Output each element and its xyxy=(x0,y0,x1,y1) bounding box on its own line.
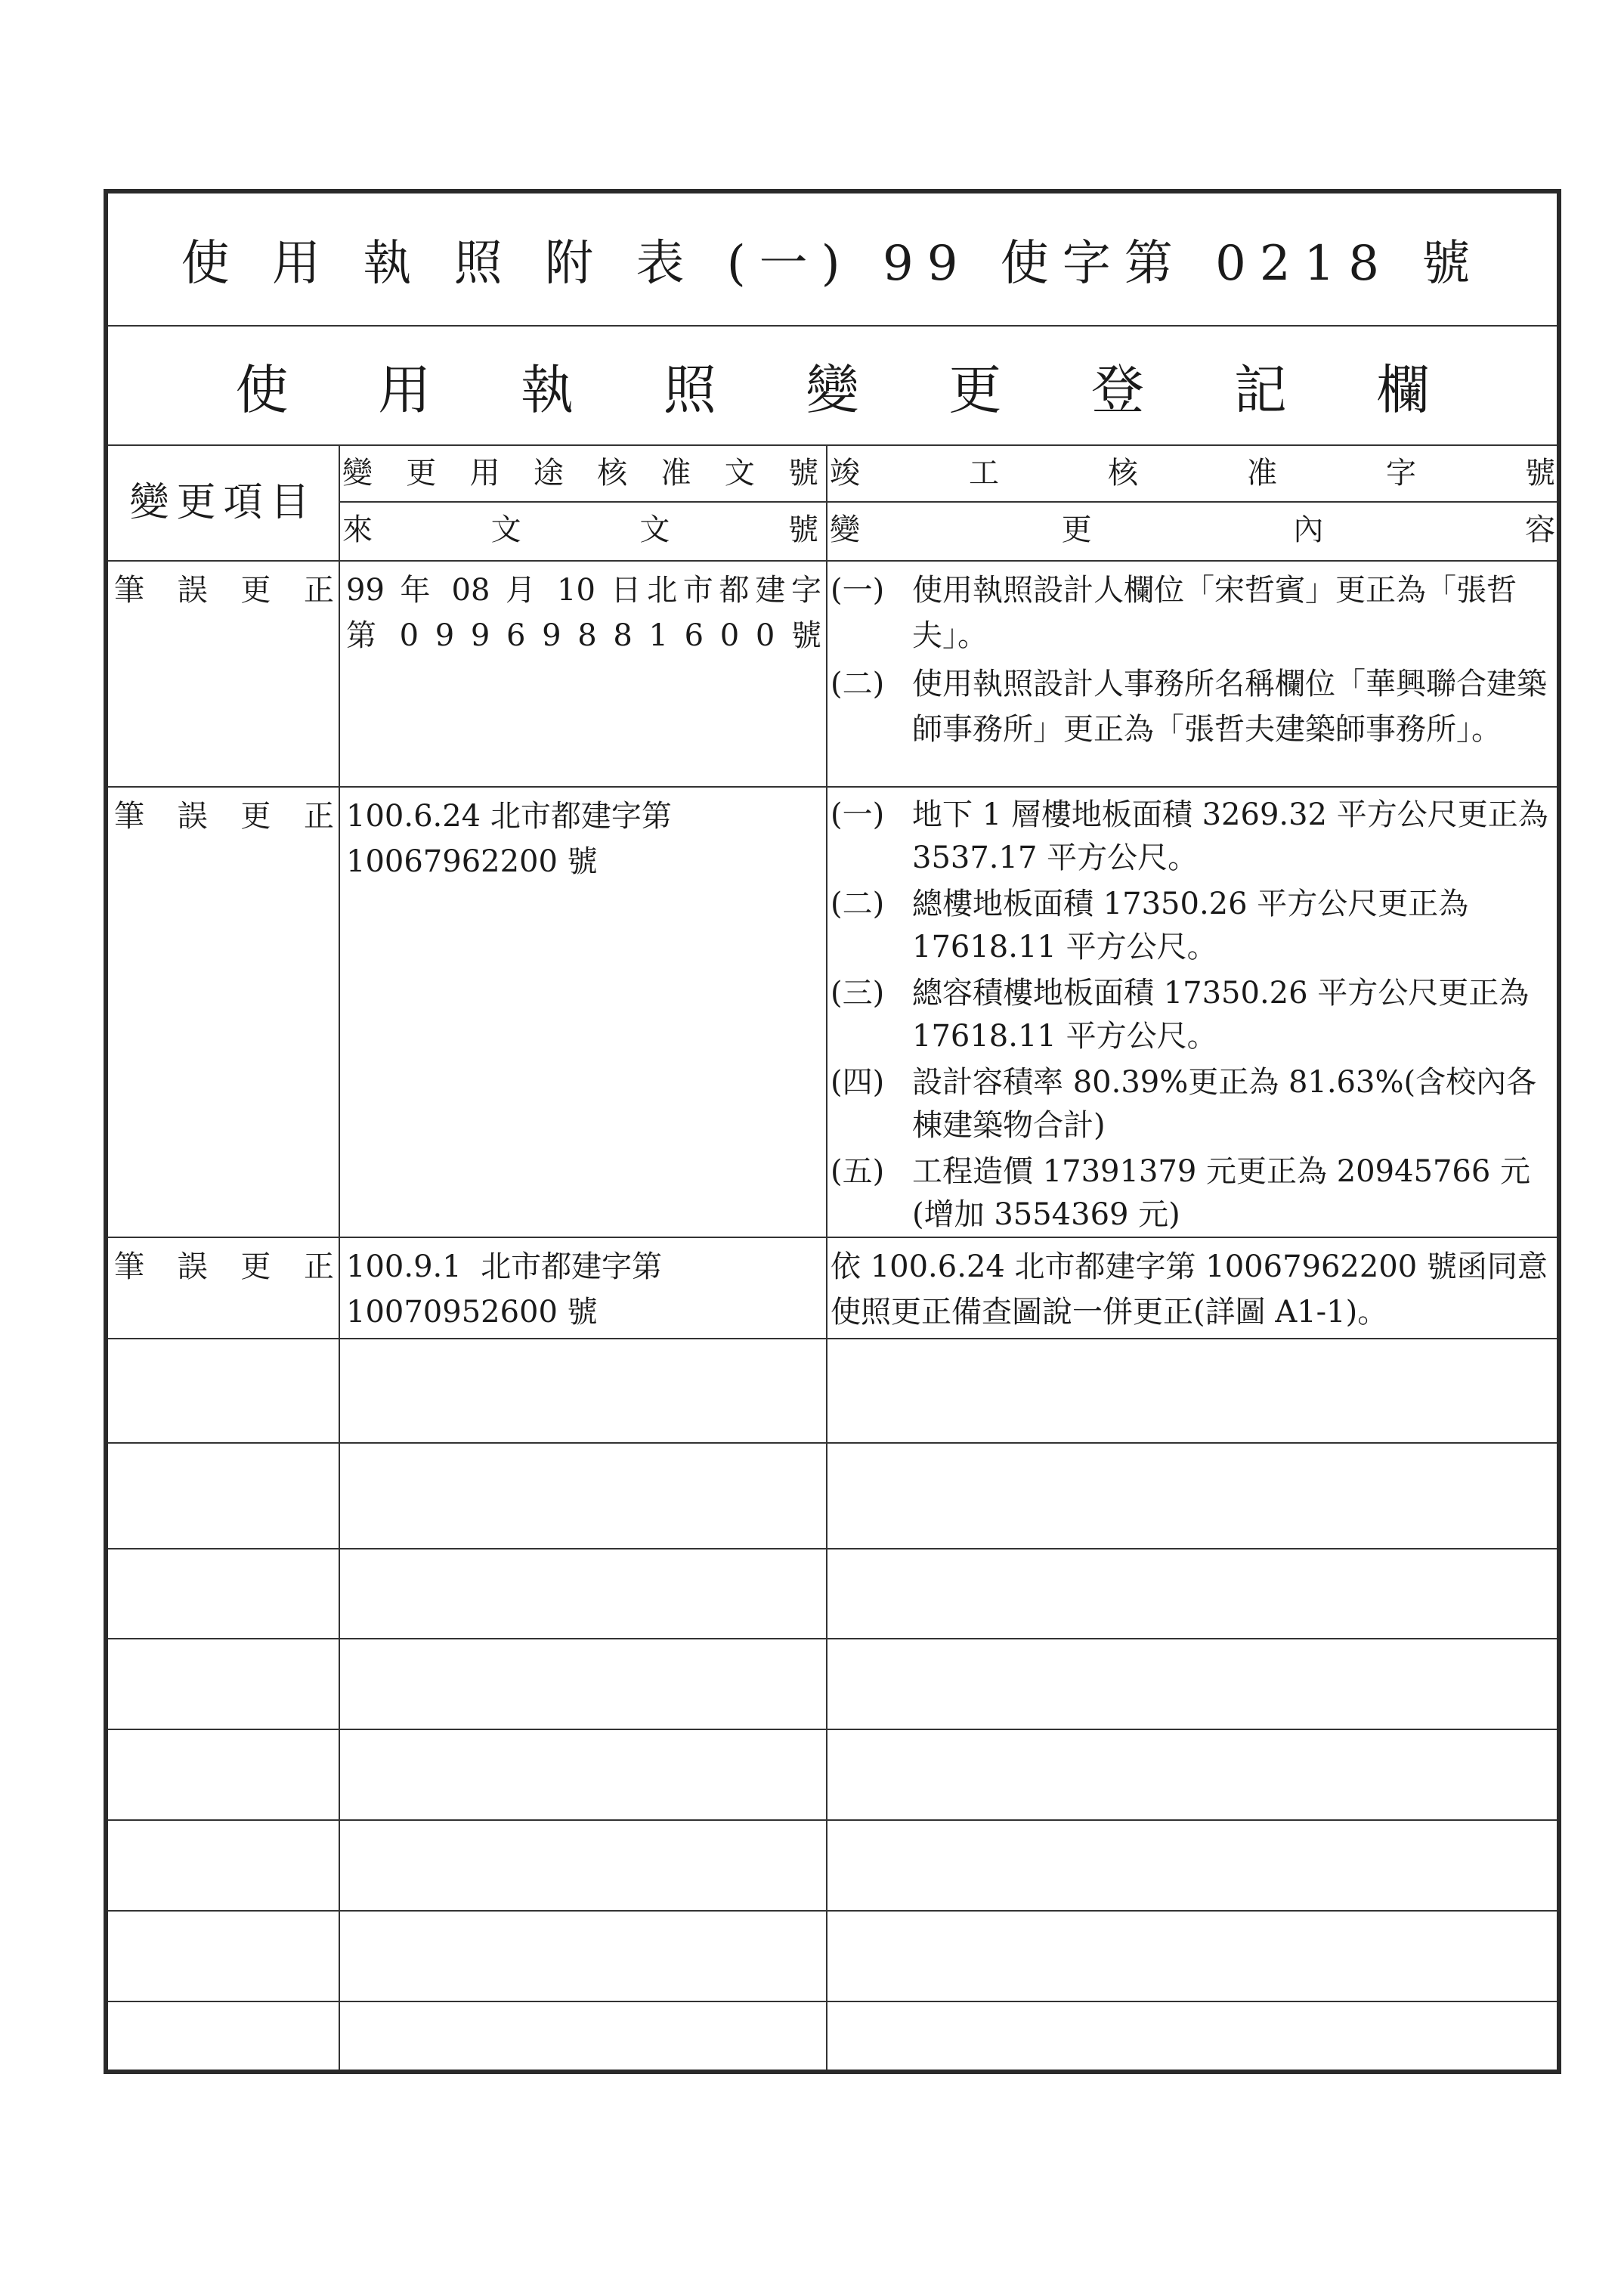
item-text: 地下 1 層樓地板面積 3269.32 平方公尺更正為 3537.17 平方公尺。 xyxy=(912,797,1548,875)
reference-line: 第 0 9 9 6 9 8 8 1 6 0 0 號 xyxy=(346,618,821,653)
item-number: (一) xyxy=(831,797,885,832)
change-item xyxy=(831,883,1552,969)
item-text: 總樓地板面積 17350.26 平方公尺更正為 17618.11 平方公尺。 xyxy=(912,887,1469,964)
divider xyxy=(108,1910,1557,1912)
divider xyxy=(339,501,1557,503)
reference-line: 10070952600 號 xyxy=(346,1295,598,1330)
section-title-text: 使用執照變更登記欄 xyxy=(235,358,1430,421)
item-text: 設計容積率 80.39%更正為 81.63%(含校內各棟建築物合計) xyxy=(912,1065,1537,1143)
item-text: 總容積樓地板面積 17350.26 平方公尺更正為 17618.11 平方公尺。 xyxy=(912,976,1530,1054)
item-number: (二) xyxy=(831,667,885,701)
reference-line: 100.6.24 北市都建字第 xyxy=(346,799,672,834)
row-reference xyxy=(340,788,826,1235)
reference-line: 10067962200 號 xyxy=(346,844,598,879)
change-item xyxy=(831,661,1552,752)
header-change-item: 變更項目 xyxy=(129,479,317,525)
item-number: (四) xyxy=(831,1065,885,1100)
divider xyxy=(108,1548,1557,1549)
row-content xyxy=(827,562,1557,785)
divider xyxy=(108,1638,1557,1639)
row-category: 筆誤更正 xyxy=(114,1249,334,1284)
item-number: (一) xyxy=(831,573,885,608)
change-item xyxy=(831,972,1552,1058)
section-title xyxy=(108,327,1557,444)
header-approval-number: 變更用途核准文號 xyxy=(342,456,818,491)
row-content: 依 100.6.24 北市都建字第 10067962200 號函同意使照更正備查圖說一併更正(詳圖 A1-1)。 xyxy=(831,1249,1548,1330)
row-category: 筆誤更正 xyxy=(114,573,334,608)
header-change-content: 變更內容 xyxy=(830,512,1555,547)
divider xyxy=(108,2001,1557,2002)
row-content xyxy=(827,788,1557,1235)
form-title: 使 用 執 照 附 表 (一) 99 使字第 0218 號 xyxy=(181,236,1484,292)
divider xyxy=(108,1819,1557,1821)
change-item xyxy=(831,1061,1552,1147)
divider xyxy=(108,1442,1557,1444)
row-reference xyxy=(340,1238,826,1336)
item-text: 工程造價 17391379 元更正為 20945766 元(增加 3554369 元) xyxy=(912,1154,1531,1232)
item-number: (二) xyxy=(831,887,885,921)
change-item xyxy=(831,568,1552,658)
header-completion-number: 竣工核准字號 xyxy=(830,456,1555,491)
divider xyxy=(108,1729,1557,1730)
reference-line: 99 年 08 月 10 日北市都建字 xyxy=(346,573,821,608)
reference-line: 100.9.1 北市都建字第 xyxy=(346,1249,663,1284)
row-category: 筆誤更正 xyxy=(114,799,334,834)
registration-form xyxy=(104,189,1561,2074)
item-text: 使用執照設計人欄位「宋哲賓」更正為「張哲夫」。 xyxy=(912,573,1517,653)
change-item xyxy=(831,794,1552,880)
item-text: 使用執照設計人事務所名稱欄位「華興聯合建築師事務所」更正為「張哲夫建築師事務所」。 xyxy=(912,667,1547,747)
item-number: (三) xyxy=(831,976,885,1011)
header-incoming-doc-number: 來文文號 xyxy=(342,512,818,547)
row-reference xyxy=(340,562,826,785)
change-item xyxy=(831,1150,1552,1235)
divider xyxy=(108,1338,1557,1339)
item-number: (五) xyxy=(831,1154,885,1189)
